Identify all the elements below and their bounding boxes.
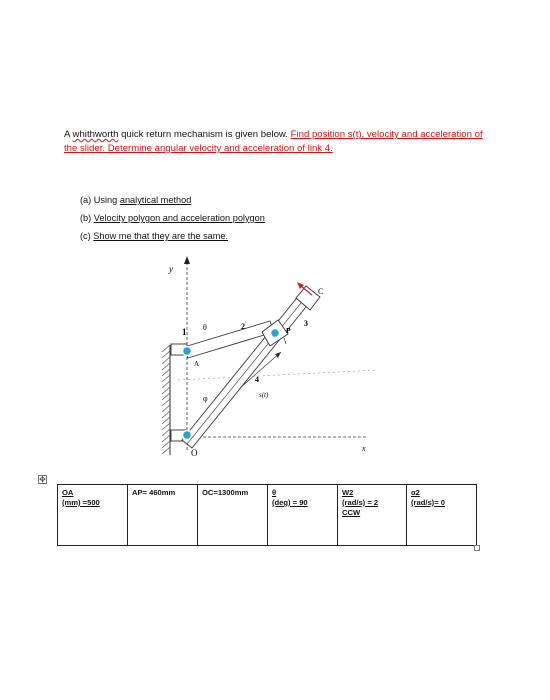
- cell-ap[interactable]: [128, 485, 198, 546]
- theta-value: (deg) = 90: [272, 498, 308, 507]
- w2-label: W2: [342, 488, 354, 497]
- label-4: 4: [255, 375, 259, 384]
- joint-o: [183, 431, 192, 440]
- label-c: C: [318, 287, 324, 296]
- cell-theta[interactable]: [268, 485, 338, 546]
- intro-text-2: quick return mechanism is given below.: [118, 129, 291, 140]
- question-c-prefix: (c): [80, 231, 94, 241]
- oc-value: OC=1300mm: [202, 488, 249, 497]
- label-theta: θ: [203, 323, 207, 332]
- theta-label: θ: [272, 488, 277, 497]
- joint-a: [183, 347, 192, 356]
- label-2: 2: [241, 322, 245, 331]
- question-b-prefix: (b): [80, 213, 94, 223]
- cell-alpha[interactable]: [407, 485, 477, 546]
- w2-direction: CCW: [342, 508, 361, 517]
- label-p: P: [286, 326, 291, 335]
- oa-value: (mm) =500: [62, 498, 100, 507]
- label-1: 1: [182, 327, 187, 337]
- intro-word-misspelled: whithworth: [72, 129, 119, 140]
- question-a-text: analytical method: [119, 195, 192, 205]
- resize-handle-icon[interactable]: [474, 545, 480, 551]
- cell-oa[interactable]: [58, 485, 128, 546]
- joint-p: [271, 329, 280, 338]
- question-b-text: Velocity polygon and acceleration polygon: [93, 213, 265, 223]
- mechanism-diagram: [158, 250, 398, 465]
- oa-label: OA: [62, 488, 74, 497]
- label-x: x: [362, 444, 366, 453]
- question-c-text: Show me that they are the same.: [93, 231, 229, 241]
- question-a-prefix: (a) Using: [80, 195, 120, 205]
- parameter-table: [57, 484, 477, 546]
- label-y: y: [169, 264, 173, 274]
- task-highlight: Find position s(t), velocity and acceleration of the slider. Determine angular velocity and acceleration of link 4.: [64, 129, 483, 154]
- move-handle-icon[interactable]: ✥: [39, 475, 46, 484]
- label-o: O: [191, 448, 198, 458]
- intro-text: A: [64, 129, 73, 140]
- label-phi: φ: [203, 394, 208, 403]
- cell-w2[interactable]: [338, 485, 407, 546]
- ap-value: AP= 460mm: [132, 488, 176, 497]
- w2-value: (rad/s) = 2: [342, 498, 379, 507]
- table-row: [58, 485, 477, 546]
- problem-statement: [64, 128, 484, 156]
- question-b: [80, 212, 265, 224]
- label-3: 3: [304, 319, 308, 328]
- alpha-label: α2: [411, 488, 420, 497]
- ground-wall: [162, 345, 170, 455]
- y-axis-arrow-icon: [184, 256, 190, 264]
- label-s: s(t): [259, 391, 269, 399]
- question-c: [80, 230, 228, 242]
- alpha-value: (rad/s)= 0: [411, 498, 445, 507]
- cell-oc[interactable]: [198, 485, 268, 546]
- question-a: [80, 194, 191, 206]
- label-a: A: [194, 360, 200, 368]
